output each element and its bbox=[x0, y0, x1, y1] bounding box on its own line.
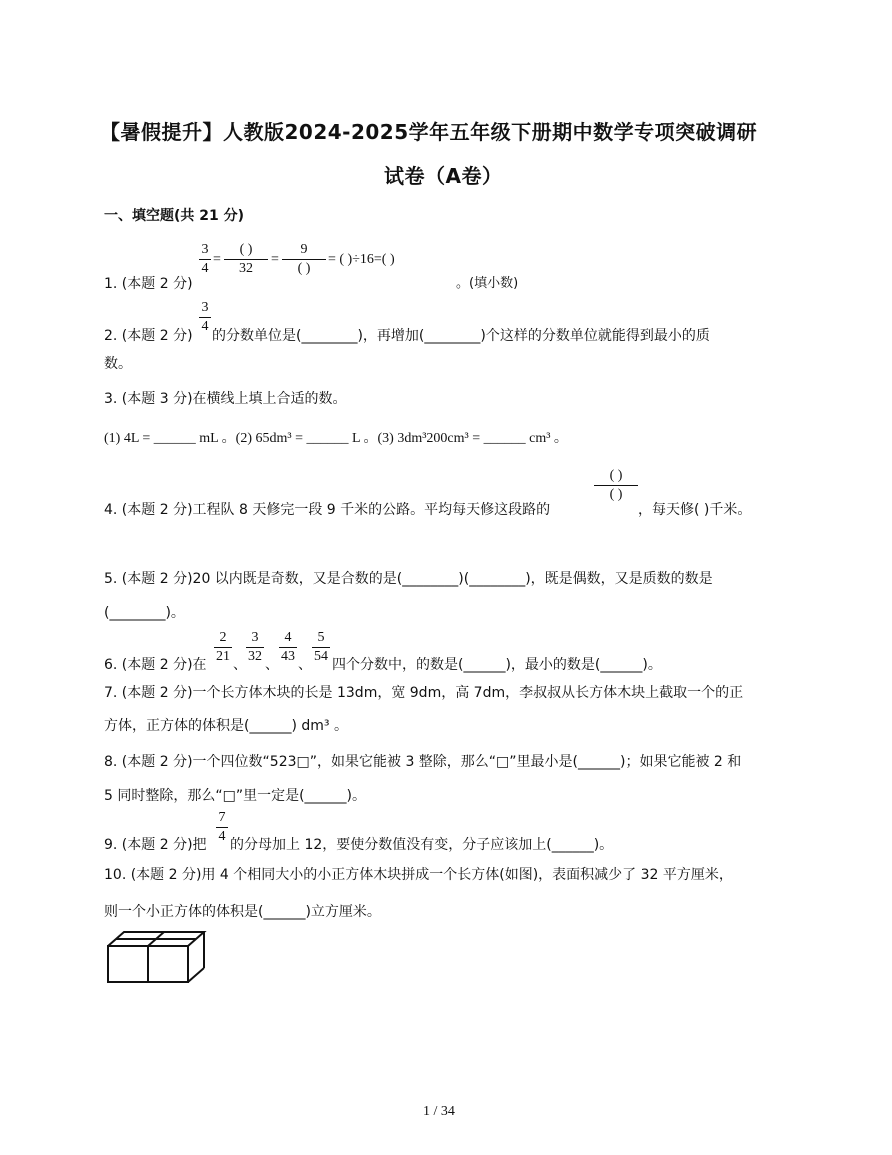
q2-fraction: 3 4 bbox=[199, 300, 211, 335]
q9-tail: 的分母加上 12，要使分数值没有变，分子应该加上(______)。 bbox=[230, 837, 614, 853]
q6-fraction-2: 3 32 bbox=[248, 630, 262, 664]
q2-line-2: 数。 bbox=[104, 356, 132, 372]
q8-line-1: 8. (本题 2 分)一个四位数“523□”，如果它能被 3 整除，那么“□”里最小是(______)；如果它能被 2 和 bbox=[104, 754, 742, 770]
q4-text: 4. (本题 2 分)工程队 8 天修完一段 9 千米的公路。平均每天修这段路的 bbox=[104, 502, 551, 518]
q6-fraction-3: 4 43 bbox=[281, 630, 295, 664]
q4-fraction: ( ) ( ) bbox=[594, 468, 638, 503]
q4-tail: ，每天修( )千米。 bbox=[638, 502, 752, 518]
q3-text: 3. (本题 3 分)在横线上填上合适的数。 bbox=[104, 391, 347, 407]
q1-tail: = ( )÷16=( ) bbox=[328, 252, 395, 267]
q6-fraction-4: 5 54 bbox=[314, 630, 328, 664]
q3-subparts: (1) 4L = ______ mL 。(2) 65dm³ = ______ L 。(3) 3dm³200cm³ = ______ cm³ 。 bbox=[104, 431, 568, 446]
q7-line-1: 7. (本题 2 分)一个长方体木块的长是 13dm，宽 9dm，高 7dm，李叔叔从长方体木块上截取一个的正 bbox=[104, 685, 744, 701]
section-heading: 一、填空题(共 21 分) bbox=[104, 208, 245, 224]
q9-fraction: 7 4 bbox=[216, 810, 228, 845]
q8-line-2: 5 同时整除，那么“□”里一定是(______)。 bbox=[104, 788, 367, 804]
q6-tail: 四个分数中，的数是(______)，最小的数是(______)。 bbox=[332, 657, 662, 673]
q9-prefix: 9. (本题 2 分)把 bbox=[104, 837, 207, 853]
page-number: 1 / 34 bbox=[423, 1104, 455, 1119]
q7-line-2: 方体，正方体的体积是(______) dm³ 。 bbox=[104, 718, 348, 734]
q1-fraction-1: 3 4 bbox=[199, 242, 211, 277]
q5-line-2: (________)。 bbox=[104, 605, 185, 621]
q1-fraction-2: ( ) 32 bbox=[224, 242, 268, 277]
q10-line-2: 则一个小正方体的体积是(______)立方厘米。 bbox=[104, 904, 381, 920]
q2-prefix: 2. (本题 2 分) bbox=[104, 328, 193, 344]
q1-note: 。(填小数) bbox=[456, 276, 519, 291]
title-line-2: 试卷（A卷） bbox=[384, 164, 503, 188]
cuboid-figure bbox=[104, 928, 208, 986]
q2-line-1: 的分数单位是(________)，再增加(________)个这样的分数单位就能得到最小的质 bbox=[212, 328, 710, 344]
q10-line-1: 10. (本题 2 分)用 4 个相同大小的小正方体木块拼成一个长方体(如图)，表面积减少了 32 平方厘米， bbox=[104, 867, 733, 883]
q5-line-1: 5. (本题 2 分)20 以内既是奇数，又是合数的是(________)(________)，既是偶数，又是质数的数是 bbox=[104, 571, 713, 587]
q1-prefix: 1. (本题 2 分) bbox=[104, 276, 193, 292]
q1-fraction-3: 9 ( ) bbox=[282, 242, 326, 277]
title-line-1: 【暑假提升】人教版2024-2025学年五年级下册期中数学专项突破调研 bbox=[100, 120, 758, 144]
q6-prefix: 6. (本题 2 分)在 bbox=[104, 657, 207, 673]
q6-fraction-1: 2 21 bbox=[216, 630, 230, 664]
